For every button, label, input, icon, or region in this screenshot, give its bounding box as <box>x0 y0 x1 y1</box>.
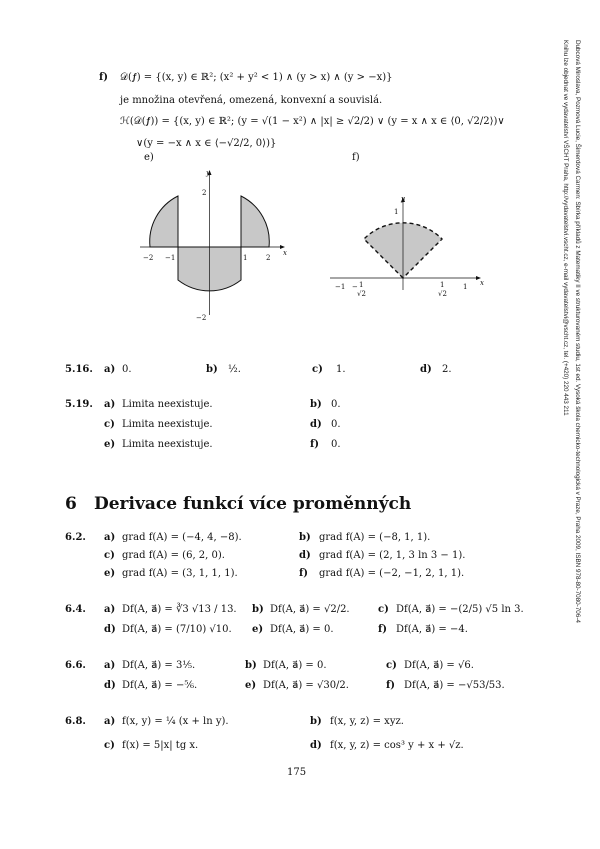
f-y-label: y <box>401 195 405 203</box>
ex68-c-label: c) <box>104 740 115 751</box>
e-tick-p1: 1 <box>243 254 248 262</box>
ex68-b-value: f(x, y, z) = xyz. <box>330 716 404 727</box>
ex64-num: 6.4. <box>65 604 86 615</box>
ex519-e-value: Limita neexistuje. <box>122 439 213 450</box>
f-tick-pfrac-num: 1 <box>440 281 445 289</box>
ex519-b-label: b) <box>310 399 322 410</box>
ex516-a-value: 0. <box>122 364 132 375</box>
ex66-c-label: c) <box>386 660 397 671</box>
ex62-d-value: grad f(A) = (2, 1, 3 ln 3 − 1). <box>319 550 466 561</box>
ex68-d-label: d) <box>310 740 322 751</box>
ex519-b-value: 0. <box>331 399 341 410</box>
ex516-d-value: 2. <box>442 364 452 375</box>
e-tick-ym2: −2 <box>196 314 207 322</box>
ex68-a-label: a) <box>104 716 116 727</box>
ex64-a-value: Df(A, a⃗) = ∛3 √13 / 13. <box>122 604 237 615</box>
ex64-a-label: a) <box>104 604 116 615</box>
ex519-num: 5.19. <box>65 399 93 410</box>
ex62-a-value: grad f(A) = (−4, 4, −8). <box>122 532 242 543</box>
figure-f <box>330 190 490 300</box>
ex68-num: 6.8. <box>65 716 86 727</box>
ex66-f-value: Df(A, a⃗) = −√53/53. <box>404 680 505 691</box>
ex516-c-label: c) <box>312 364 323 375</box>
ex68-a-value: f(x, y) = ¼ (x + ln y). <box>122 716 229 727</box>
e-tick-m1: −1 <box>165 254 176 262</box>
figure-f-label: f) <box>352 152 360 163</box>
figure-e <box>140 165 300 325</box>
region-e-upper-right <box>241 196 269 247</box>
ex519-c-value: Limita neexistuje. <box>122 419 213 430</box>
section-title: Derivace funkcí více proměnných <box>94 494 412 514</box>
e-tick-p2: 2 <box>266 254 271 262</box>
ex519-d-value: 0. <box>331 419 341 430</box>
item-f-line3: ℋ(𝒟(𝒇)) = {(x, y) ∈ ℝ²; (y = √(1 − x²) ∧ |x| ≥ √2/2) ∨ (y = x ∧ x ∈ ⟨0, √2/2⟩)∨ <box>120 116 505 127</box>
ex64-c-label: c) <box>378 604 389 615</box>
f-tick-p1: 1 <box>463 283 468 291</box>
ex519-f-label: f) <box>310 439 320 450</box>
e-y-label: y <box>206 169 210 177</box>
f-tick-mfrac-num: 1 <box>359 281 364 289</box>
f-x-label: x <box>480 279 484 287</box>
ex62-b-value: grad f(A) = (−8, 1, 1). <box>319 532 431 543</box>
ex66-a-value: Df(A, a⃗) = 3⅕. <box>122 660 196 671</box>
ex66-a-label: a) <box>104 660 116 671</box>
ex62-e-label: e) <box>104 568 116 579</box>
ex64-c-value: Df(A, a⃗) = −(2/5) √5 ln 3. <box>396 604 524 615</box>
ex519-a-label: a) <box>104 399 116 410</box>
figure-e-label: e) <box>144 152 154 163</box>
ex62-d-label: d) <box>299 550 311 561</box>
ex516-b-value: ½. <box>228 364 241 375</box>
f-tick-m1: −1 <box>335 283 346 291</box>
ex66-b-value: Df(A, a⃗) = 0. <box>263 660 327 671</box>
ex64-b-label: b) <box>252 604 264 615</box>
e-tick-m2: −2 <box>143 254 154 262</box>
ex516-num: 5.16. <box>65 364 93 375</box>
ex62-f-value: grad f(A) = (−2, −1, 2, 1, 1). <box>319 568 465 579</box>
e-x-label: x <box>283 249 287 257</box>
ex519-d-label: d) <box>310 419 322 430</box>
ex62-c-label: c) <box>104 550 115 561</box>
ex64-e-value: Df(A, a⃗) = 0. <box>270 624 334 635</box>
section-number: 6 <box>65 494 77 514</box>
ex64-e-label: e) <box>252 624 264 635</box>
ex62-c-value: grad f(A) = (6, 2, 0). <box>122 550 225 561</box>
ex516-d-label: d) <box>420 364 432 375</box>
ex66-e-label: e) <box>245 680 257 691</box>
ex519-c-label: c) <box>104 419 115 430</box>
ex68-d-value: f(x, y, z) = cos³ y + x + √z. <box>330 740 464 751</box>
side-note-line1: Dubcová Miroslava, Pozmová Lucie, Šimerdová Carmen: Sbírka příkladů z Matematiky II ve strukturovaném studiu, 1st ed. Vysoká škola chemicko-technologická v Praze, Praha 2009, ISBN 978-80-7080-706-4 <box>574 40 581 623</box>
ex66-c-value: Df(A, a⃗) = √6. <box>404 660 474 671</box>
ex516-c-value: 1. <box>336 364 346 375</box>
ex62-f-label: f) <box>299 568 309 579</box>
item-f-line4: ∨(y = −x ∧ x ∈ ⟨−√2/2, 0⟩)} <box>136 138 277 149</box>
f-tick-mfrac-sign: − <box>352 283 358 291</box>
f-tick-y1: 1 <box>394 208 399 216</box>
ex66-b-label: b) <box>245 660 257 671</box>
ex516-a-label: a) <box>104 364 116 375</box>
side-note-line2: Knihu lze objednat ve vydavatelství VŠCHT Praha, http://vydavatelstvi.vscht.cz, e-mail vydavatelstvi@vscht.cz, tel. (+420) 220 443 211 <box>562 40 569 416</box>
item-f-line1: 𝒟(𝒇) = {(x, y) ∈ ℝ²; (x² + y² < 1) ∧ (y > x) ∧ (y > −x)} <box>120 72 393 83</box>
ex64-b-value: Df(A, a⃗) = √2/2. <box>270 604 350 615</box>
ex64-f-label: f) <box>378 624 388 635</box>
ex66-e-value: Df(A, a⃗) = √30/2. <box>263 680 349 691</box>
ex519-e-label: e) <box>104 439 116 450</box>
ex66-num: 6.6. <box>65 660 86 671</box>
ex516-b-label: b) <box>206 364 218 375</box>
ex64-f-value: Df(A, a⃗) = −4. <box>396 624 468 635</box>
ex64-d-label: d) <box>104 624 116 635</box>
e-tick-y2: 2 <box>202 189 207 197</box>
page-number: 175 <box>287 767 307 778</box>
ex62-e-value: grad f(A) = (3, 1, 1, 1). <box>122 568 238 579</box>
ex66-d-label: d) <box>104 680 116 691</box>
ex68-b-label: b) <box>310 716 322 727</box>
ex68-c-value: f(x) = 5|x| tg x. <box>122 740 199 751</box>
f-tick-mfrac-den: √2 <box>357 290 366 298</box>
ex62-a-label: a) <box>104 532 116 543</box>
ex62-b-label: b) <box>299 532 311 543</box>
region-e-upper-left <box>150 196 178 247</box>
ex519-a-value: Limita neexistuje. <box>122 399 213 410</box>
item-f-label: f) <box>99 72 109 83</box>
ex66-d-value: Df(A, a⃗) = −⅚. <box>122 680 198 691</box>
ex66-f-label: f) <box>386 680 396 691</box>
ex64-d-value: Df(A, a⃗) = (7/10) √10. <box>122 624 232 635</box>
ex519-f-value: 0. <box>331 439 341 450</box>
ex62-num: 6.2. <box>65 532 86 543</box>
item-f-line2: je množina otevřená, omezená, konvexní a souvislá. <box>120 95 383 106</box>
f-tick-pfrac-den: √2 <box>438 290 447 298</box>
